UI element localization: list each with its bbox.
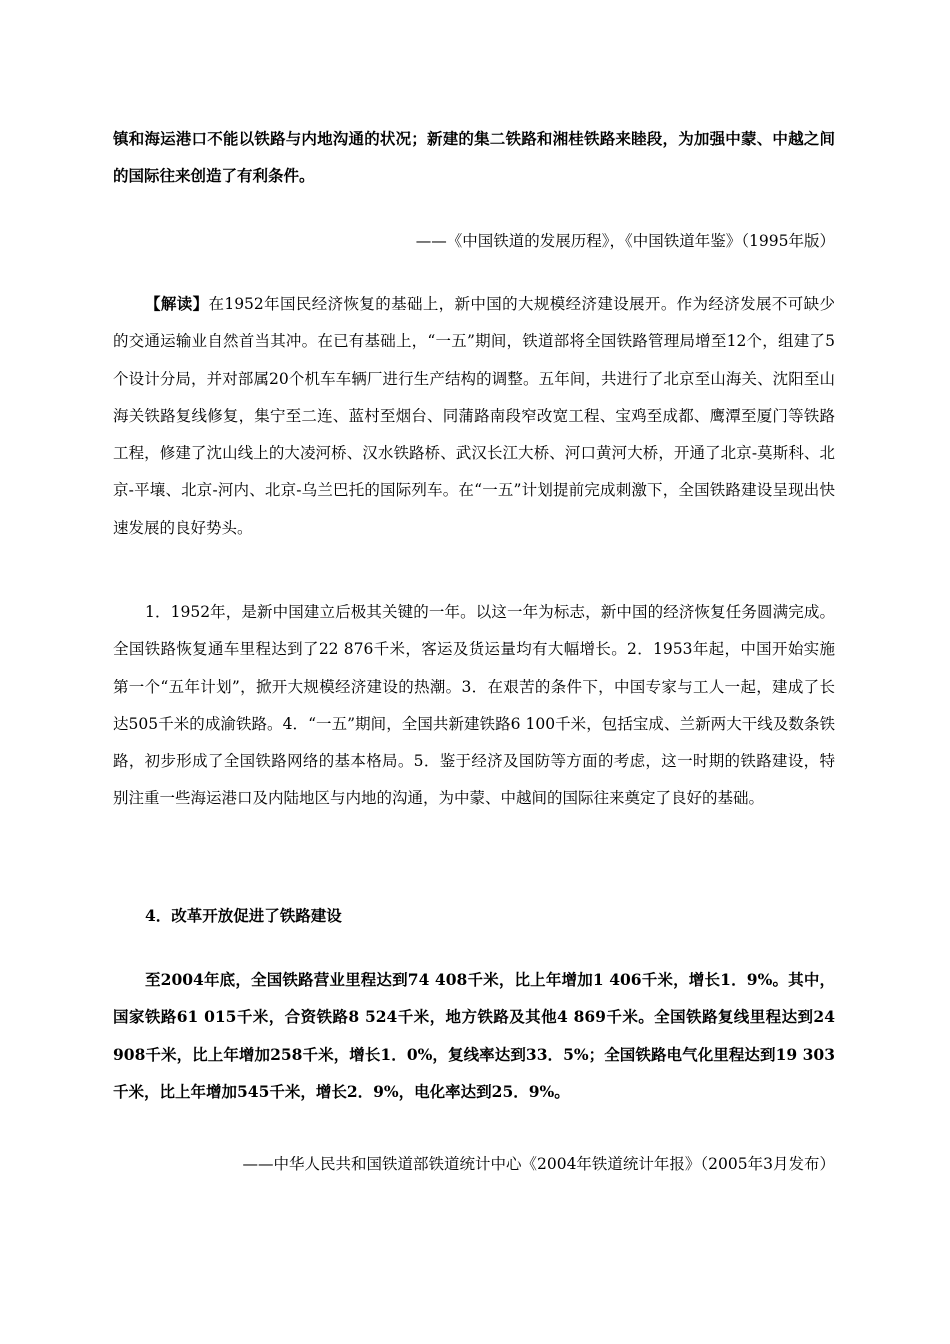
- points-paragraph: 1．1952年，是新中国建立后极其关键的一年。以这一年为标志，新中国的经济恢复任务圆满完成。全国铁路恢复通车里程达到了22 876千米，客运及货运量均有大幅增长。2．1953年起，中国开始实施第一个“五年计划”，掀开大规模经济建设的热潮。3．在艰苦的条件下，中国专家与工人一起，建成了长达505千米的成渝铁路。4．“一五”期间，全国共新建铁路6 100千米，包括宝成、兰新两大干线及数条铁路，初步形成了全国铁路网络的基本格局。5．鉴于经济及国防等方面的考虑，这一时期的铁路建设，特别注重一些海运港口及内陆地区与内地的沟通，为中蒙、中越间的国际往来奠定了良好的基础。: [113, 603, 835, 808]
- interpretation-text: 在1952年国民经济恢复的基础上，新中国的大规模经济建设展开。作为经济发展不可缺少的交通运输业自然首当其冲。在已有基础上，“一五”期间，铁道部将全国铁路管理局增至12个，组建了5个设计分局，并对部属20个机车车辆厂进行生产结构的调整。五年间，共进行了北京至山海关、沈阳至山海关铁路复线修复，集宁至二连、蓝村至烟台、同蒲路南段窄改宽工程、宝鸡至成都、鹰潭至厦门等铁路工程，修建了沈山线上的大凌河桥、汉水铁路桥、武汉长江大桥、河口黄河大桥，开通了北京-莫斯科、北京-平壤、北京-河内、北京-乌兰巴托的国际列车。在“一五”计划提前完成刺激下，全国铁路建设呈现出快速发展的良好势头。: [113, 295, 835, 537]
- statistics-paragraph: 至2004年底，全国铁路营业里程达到74 408千米，比上年增加1 406千米，增长1．9%。其中，国家铁路61 015千米，合资铁路8 524千米，地方铁路及其他4 869千米。全国铁路复线里程达到24 908千米，比上年增加258千米，增长1．0%，复线率达到33．5%；全国铁路电气化里程达到19 303千米，比上年增加545千米，增长2．9%，电化率达到25．9%。: [113, 970, 835, 1101]
- section-heading: 4．改革开放促进了铁路建设: [145, 906, 342, 925]
- interpretation-paragraph: [113, 285, 835, 547]
- quote-paragraph-1: 镇和海运港口不能以铁路与内地沟通的状况；新建的集二铁路和湘桂铁路来睦段，为加强中蒙、中越之间的国际往来创造了有利条件。: [113, 129, 835, 186]
- quote-source-1: ——《中国铁道的发展历程》，《中国铁道年鉴》（1995年版）: [415, 232, 835, 250]
- statistics-source: ——中华人民共和国铁道部铁道统计中心《2004年铁道统计年报》（2005年3月发布）: [242, 1155, 835, 1173]
- interpretation-label: 【解读】: [145, 294, 209, 313]
